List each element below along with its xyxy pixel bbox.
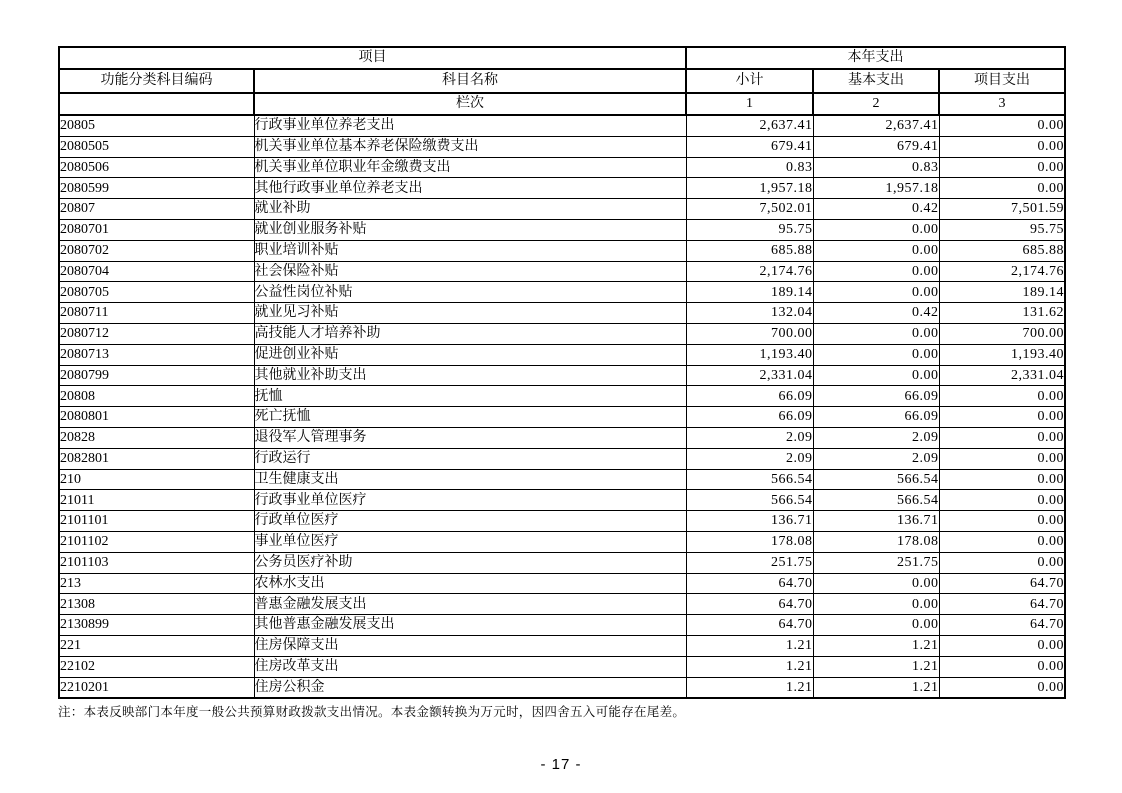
basic-expense-cell: 0.00	[813, 365, 939, 386]
code-cell: 2210201	[59, 677, 254, 698]
basic-expense-cell: 1,957.18	[813, 178, 939, 199]
column-index-empty-cell	[59, 93, 254, 115]
subject-name-cell: 就业创业服务补贴	[254, 219, 686, 240]
table-row	[59, 615, 1065, 636]
table-row	[59, 178, 1065, 199]
group-header-current-year-expenditure: 本年支出	[686, 47, 1065, 69]
table-row	[59, 448, 1065, 469]
code-cell: 213	[59, 573, 254, 594]
table-row	[59, 427, 1065, 448]
code-cell: 2101102	[59, 531, 254, 552]
project-expense-cell: 685.88	[939, 240, 1065, 261]
table-row	[59, 240, 1065, 261]
subtotal-cell: 2,637.41	[686, 115, 813, 136]
subtotal-cell: 251.75	[686, 552, 813, 573]
subtotal-cell: 66.09	[686, 407, 813, 428]
basic-expense-cell: 0.00	[813, 240, 939, 261]
table-row	[59, 635, 1065, 656]
basic-expense-cell: 2.09	[813, 448, 939, 469]
code-cell: 221	[59, 635, 254, 656]
subject-name-cell: 高技能人才培养补助	[254, 323, 686, 344]
column-index-row	[59, 93, 1065, 115]
subject-name-cell: 就业补助	[254, 199, 686, 220]
subtotal-cell: 566.54	[686, 469, 813, 490]
table-row	[59, 594, 1065, 615]
basic-expense-cell: 0.00	[813, 594, 939, 615]
column-header-subject-name: 科目名称	[254, 69, 686, 93]
basic-expense-cell: 0.00	[813, 323, 939, 344]
subject-name-cell: 农林水支出	[254, 573, 686, 594]
project-expense-cell: 95.75	[939, 219, 1065, 240]
subject-name-cell: 行政事业单位医疗	[254, 490, 686, 511]
column-index-3: 3	[939, 93, 1065, 115]
basic-expense-cell: 566.54	[813, 490, 939, 511]
subject-name-cell: 其他就业补助支出	[254, 365, 686, 386]
code-cell: 2080505	[59, 136, 254, 157]
subtotal-cell: 95.75	[686, 219, 813, 240]
project-expense-cell: 189.14	[939, 282, 1065, 303]
code-cell: 20828	[59, 427, 254, 448]
subject-name-cell: 其他行政事业单位养老支出	[254, 178, 686, 199]
code-cell: 2080702	[59, 240, 254, 261]
subtotal-cell: 0.83	[686, 157, 813, 178]
table-row	[59, 656, 1065, 677]
code-cell: 22102	[59, 656, 254, 677]
table-row	[59, 115, 1065, 136]
table-row	[59, 490, 1065, 511]
subtotal-cell: 64.70	[686, 573, 813, 594]
code-cell: 2082801	[59, 448, 254, 469]
code-cell: 21011	[59, 490, 254, 511]
subtotal-cell: 178.08	[686, 531, 813, 552]
column-index-2: 2	[813, 93, 939, 115]
project-expense-cell: 64.70	[939, 615, 1065, 636]
column-header-basic-expenditure: 基本支出	[813, 69, 939, 93]
subject-name-cell: 住房公积金	[254, 677, 686, 698]
project-expense-cell: 0.00	[939, 531, 1065, 552]
table-row	[59, 219, 1065, 240]
project-expense-cell: 0.00	[939, 407, 1065, 428]
subject-name-cell: 机关事业单位职业年金缴费支出	[254, 157, 686, 178]
code-cell: 2080801	[59, 407, 254, 428]
subject-name-cell: 行政事业单位养老支出	[254, 115, 686, 136]
table-row	[59, 136, 1065, 157]
subtotal-cell: 136.71	[686, 511, 813, 532]
table-row	[59, 261, 1065, 282]
table-row	[59, 157, 1065, 178]
basic-expense-cell: 0.00	[813, 261, 939, 282]
basic-expense-cell: 1.21	[813, 677, 939, 698]
group-header-project: 项目	[59, 47, 686, 69]
code-cell: 2080799	[59, 365, 254, 386]
page-number: - 17 -	[540, 756, 582, 773]
project-expense-cell: 0.00	[939, 136, 1065, 157]
table-row	[59, 365, 1065, 386]
table-row	[59, 199, 1065, 220]
column-header-subtotal: 小计	[686, 69, 813, 93]
budget-expenditure-table	[58, 46, 1066, 699]
basic-expense-cell: 0.83	[813, 157, 939, 178]
project-expense-cell: 0.00	[939, 469, 1065, 490]
subject-name-cell: 机关事业单位基本养老保险缴费支出	[254, 136, 686, 157]
subject-name-cell: 社会保险补贴	[254, 261, 686, 282]
subtotal-cell: 700.00	[686, 323, 813, 344]
project-expense-cell: 0.00	[939, 656, 1065, 677]
column-header-row	[59, 69, 1065, 93]
subject-name-cell: 事业单位医疗	[254, 531, 686, 552]
project-expense-cell: 64.70	[939, 573, 1065, 594]
table-row	[59, 303, 1065, 324]
subtotal-cell: 1,193.40	[686, 344, 813, 365]
subject-name-cell: 就业见习补贴	[254, 303, 686, 324]
project-expense-cell: 0.00	[939, 178, 1065, 199]
subtotal-cell: 64.70	[686, 594, 813, 615]
subtotal-cell: 2.09	[686, 448, 813, 469]
table-row	[59, 531, 1065, 552]
subtotal-cell: 566.54	[686, 490, 813, 511]
subject-name-cell: 退役军人管理事务	[254, 427, 686, 448]
project-expense-cell: 0.00	[939, 386, 1065, 407]
basic-expense-cell: 178.08	[813, 531, 939, 552]
subject-name-cell: 抚恤	[254, 386, 686, 407]
group-header-row	[59, 47, 1065, 69]
code-cell: 2130899	[59, 615, 254, 636]
project-expense-cell: 0.00	[939, 511, 1065, 532]
table-row	[59, 552, 1065, 573]
basic-expense-cell: 136.71	[813, 511, 939, 532]
basic-expense-cell: 566.54	[813, 469, 939, 490]
basic-expense-cell: 0.00	[813, 219, 939, 240]
table-row	[59, 323, 1065, 344]
subtotal-cell: 1,957.18	[686, 178, 813, 199]
subtotal-cell: 2.09	[686, 427, 813, 448]
table-row	[59, 573, 1065, 594]
subject-name-cell: 普惠金融发展支出	[254, 594, 686, 615]
table-row	[59, 677, 1065, 698]
project-expense-cell: 0.00	[939, 677, 1065, 698]
subtotal-cell: 132.04	[686, 303, 813, 324]
table-row	[59, 511, 1065, 532]
code-cell: 2080705	[59, 282, 254, 303]
footnote-text: 注：本表反映部门本年度一般公共预算财政拨款支出情况。本表金额转换为万元时，因四舍五入可能存在尾差。	[58, 705, 686, 720]
code-cell: 21308	[59, 594, 254, 615]
basic-expense-cell: 0.42	[813, 303, 939, 324]
subtotal-cell: 7,502.01	[686, 199, 813, 220]
basic-expense-cell: 66.09	[813, 386, 939, 407]
column-header-code: 功能分类科目编码	[59, 69, 254, 93]
document-sheet	[58, 46, 1064, 720]
subject-name-cell: 其他普惠金融发展支出	[254, 615, 686, 636]
subtotal-cell: 2,174.76	[686, 261, 813, 282]
subject-name-cell: 公益性岗位补贴	[254, 282, 686, 303]
subject-name-cell: 行政单位医疗	[254, 511, 686, 532]
subtotal-cell: 66.09	[686, 386, 813, 407]
basic-expense-cell: 1.21	[813, 635, 939, 656]
code-cell: 2080711	[59, 303, 254, 324]
project-expense-cell: 2,174.76	[939, 261, 1065, 282]
basic-expense-cell: 2,637.41	[813, 115, 939, 136]
table-row	[59, 407, 1065, 428]
subtotal-cell: 685.88	[686, 240, 813, 261]
project-expense-cell: 7,501.59	[939, 199, 1065, 220]
code-cell: 2101103	[59, 552, 254, 573]
subtotal-cell: 679.41	[686, 136, 813, 157]
basic-expense-cell: 0.00	[813, 615, 939, 636]
code-cell: 210	[59, 469, 254, 490]
subject-name-cell: 促进创业补贴	[254, 344, 686, 365]
basic-expense-cell: 0.42	[813, 199, 939, 220]
column-index-label: 栏次	[254, 93, 686, 115]
code-cell: 2080599	[59, 178, 254, 199]
code-cell: 2080704	[59, 261, 254, 282]
table-row	[59, 344, 1065, 365]
subject-name-cell: 公务员医疗补助	[254, 552, 686, 573]
subject-name-cell: 卫生健康支出	[254, 469, 686, 490]
basic-expense-cell: 1.21	[813, 656, 939, 677]
project-expense-cell: 1,193.40	[939, 344, 1065, 365]
project-expense-cell: 0.00	[939, 448, 1065, 469]
subtotal-cell: 1.21	[686, 635, 813, 656]
basic-expense-cell: 2.09	[813, 427, 939, 448]
project-expense-cell: 0.00	[939, 427, 1065, 448]
project-expense-cell: 131.62	[939, 303, 1065, 324]
basic-expense-cell: 251.75	[813, 552, 939, 573]
basic-expense-cell: 66.09	[813, 407, 939, 428]
subtotal-cell: 189.14	[686, 282, 813, 303]
project-expense-cell: 0.00	[939, 115, 1065, 136]
project-expense-cell: 0.00	[939, 635, 1065, 656]
basic-expense-cell: 0.00	[813, 573, 939, 594]
code-cell: 20808	[59, 386, 254, 407]
project-expense-cell: 2,331.04	[939, 365, 1065, 386]
subject-name-cell: 职业培训补贴	[254, 240, 686, 261]
code-cell: 2101101	[59, 511, 254, 532]
table-row	[59, 386, 1065, 407]
subtotal-cell: 1.21	[686, 677, 813, 698]
subject-name-cell: 死亡抚恤	[254, 407, 686, 428]
table-row	[59, 469, 1065, 490]
code-cell: 2080701	[59, 219, 254, 240]
subtotal-cell: 2,331.04	[686, 365, 813, 386]
project-expense-cell: 0.00	[939, 157, 1065, 178]
project-expense-cell: 700.00	[939, 323, 1065, 344]
project-expense-cell: 64.70	[939, 594, 1065, 615]
basic-expense-cell: 0.00	[813, 282, 939, 303]
subject-name-cell: 行政运行	[254, 448, 686, 469]
code-cell: 20805	[59, 115, 254, 136]
basic-expense-cell: 0.00	[813, 344, 939, 365]
subject-name-cell: 住房保障支出	[254, 635, 686, 656]
project-expense-cell: 0.00	[939, 490, 1065, 511]
column-header-project-expenditure: 项目支出	[939, 69, 1065, 93]
subtotal-cell: 1.21	[686, 656, 813, 677]
code-cell: 2080506	[59, 157, 254, 178]
code-cell: 2080712	[59, 323, 254, 344]
basic-expense-cell: 679.41	[813, 136, 939, 157]
subtotal-cell: 64.70	[686, 615, 813, 636]
column-index-1: 1	[686, 93, 813, 115]
code-cell: 20807	[59, 199, 254, 220]
table-row	[59, 282, 1065, 303]
subject-name-cell: 住房改革支出	[254, 656, 686, 677]
project-expense-cell: 0.00	[939, 552, 1065, 573]
code-cell: 2080713	[59, 344, 254, 365]
